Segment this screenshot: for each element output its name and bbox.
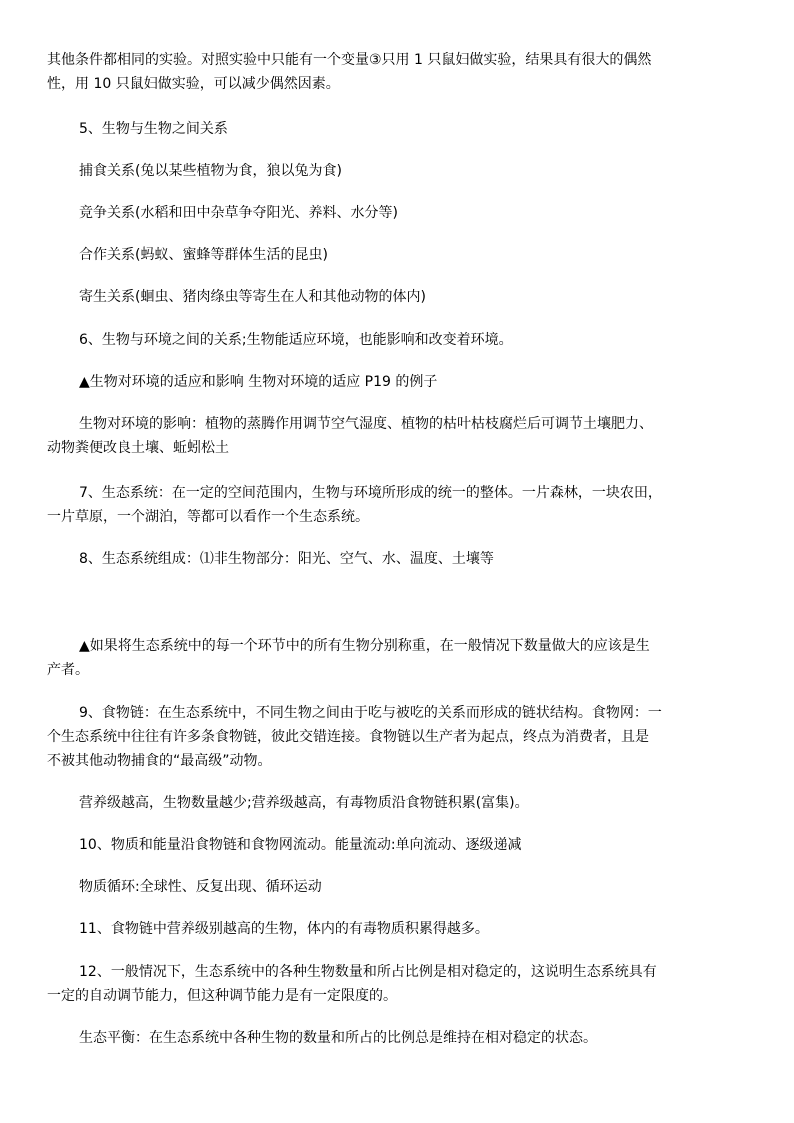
text-line: 寄生关系(蛔虫、猪肉绦虫等寄生在人和其他动物的体内) <box>79 289 426 305</box>
text-line: 个生态系统中往往有许多条食物链，彼此交错连接。食物链以生产者为起点，终点为消费者，且是 <box>47 729 649 745</box>
text-line: 一片草原，一个湖泊，等都可以看作一个生态系统。 <box>47 509 369 525</box>
text-line: 8、生态系统组成：⑴非生物部分：阳光、空气、水、温度、土壤等 <box>79 551 494 567</box>
text-line: 动物粪便改良土壤、蚯蚓松土 <box>47 440 229 456</box>
text-line: 物质循环:全球性、反复出现、循环运动 <box>79 879 322 895</box>
text-line: 7、生态系统：在一定的空间范围内，生物与环境所形成的统一的整体。一片森林，一块农田， <box>79 485 662 501</box>
text-line: 生物对环境的影响：植物的蒸腾作用调节空气湿度、植物的枯叶枯枝腐烂后可调节土壤肥力、 <box>79 416 653 432</box>
text-line: 一定的自动调节能力，但这种调节能力是有一定限度的。 <box>47 988 397 1004</box>
text-line: 竞争关系(水稻和田中杂草争夺阳光、养料、水分等) <box>79 205 398 221</box>
text-line: ▲如果将生态系统中的每一个环节中的所有生物分别称重，在一般情况下数量做大的应该是生 <box>79 638 650 654</box>
text-line: 性，用 10 只鼠妇做实验，可以减少偶然因素。 <box>47 76 340 92</box>
text-line: ▲生物对环境的适应和影响 生物对环境的适应 P19 的例子 <box>79 374 438 390</box>
text-line: 生态平衡：在生态系统中各种生物的数量和所占的比例总是维持在相对稳定的状态。 <box>79 1030 597 1046</box>
text-line: 营养级越高，生物数量越少;营养级越高，有毒物质沿食物链积累(富集)。 <box>79 795 529 811</box>
text-line: 5、生物与生物之间关系 <box>79 121 228 137</box>
text-line: 11、食物链中营养级别越高的生物，体内的有毒物质积累得越多。 <box>79 921 489 937</box>
text-line: 其他条件都相同的实验。对照实验中只能有一个变量③只用 1 只鼠妇做实验，结果具有很大的偶然 <box>47 52 652 68</box>
text-line: 不被其他动物捕食的“最高级”动物。 <box>47 753 272 769</box>
text-line: 产者。 <box>47 662 89 678</box>
text-line: 合作关系(蚂蚁、蜜蜂等群体生活的昆虫) <box>79 247 328 263</box>
text-line: 10、物质和能量沿食物链和食物网流动。能量流动:单向流动、逐级递减 <box>79 837 522 853</box>
text-line: 12、一般情况下，生态系统中的各种生物数量和所占比例是相对稳定的，这说明生态系统具有 <box>79 964 657 980</box>
text-line: 捕食关系(兔以某些植物为食，狼以兔为食) <box>79 163 342 179</box>
text-line: 6、生物与环境之间的关系;生物能适应环境，也能影响和改变着环境。 <box>79 332 513 348</box>
text-line: 9、食物链：在生态系统中，不同生物之间由于吃与被吃的关系而形成的链状结构。食物网：一 <box>79 705 662 721</box>
